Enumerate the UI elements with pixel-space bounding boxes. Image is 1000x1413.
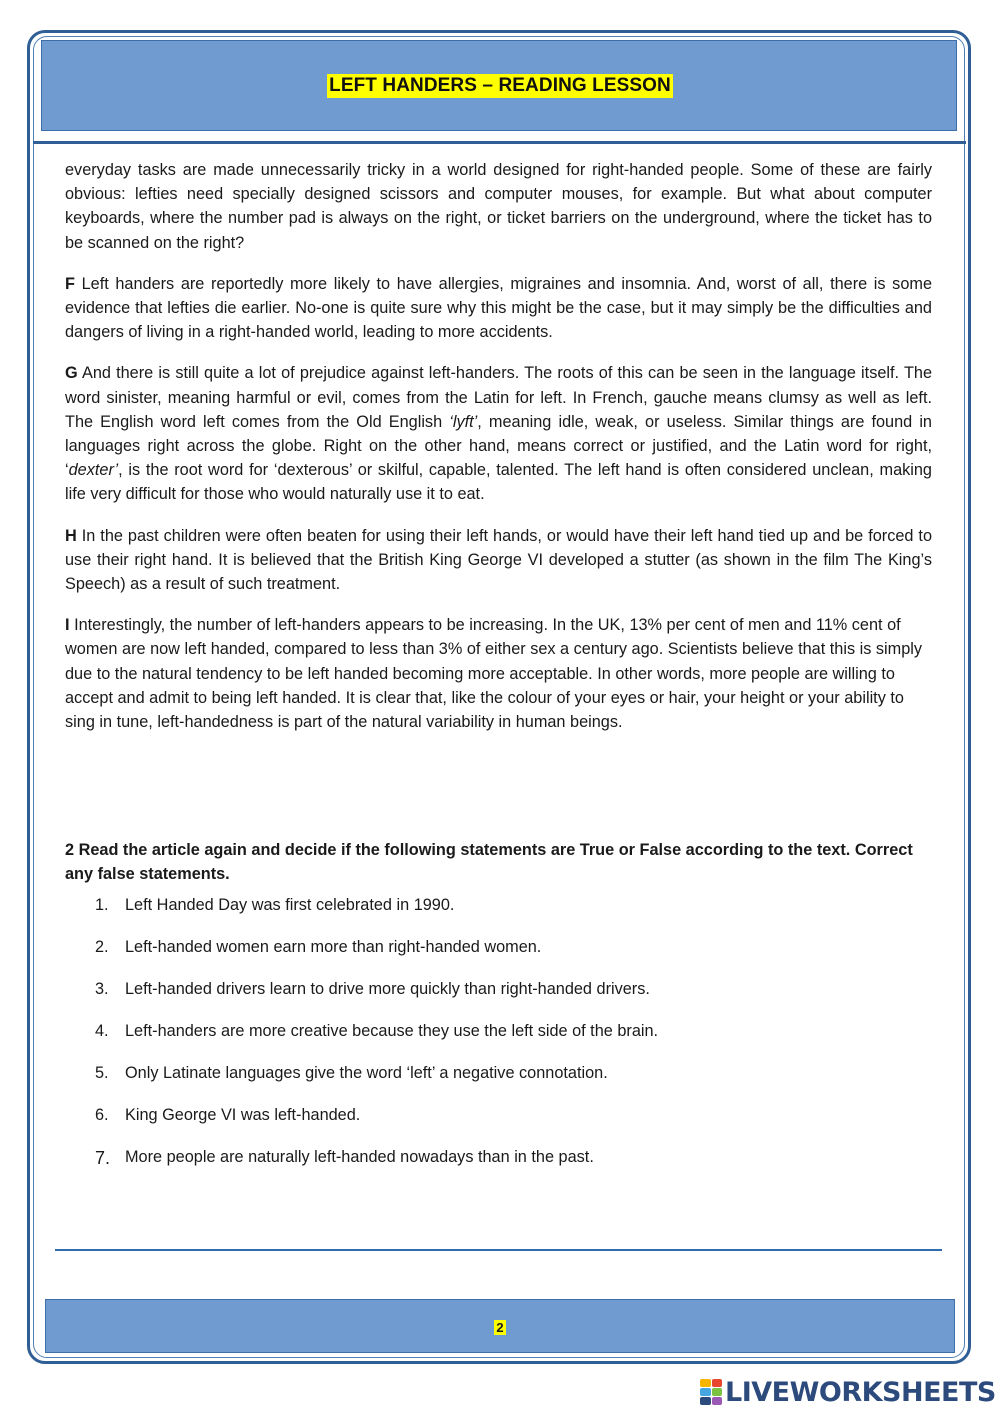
liveworksheets-brand[interactable]: [700, 1377, 996, 1407]
list-item: [95, 1106, 935, 1148]
statement-text: Only Latinate languages give the word ‘left’ a negative connotation.: [125, 1064, 608, 1082]
paragraph-letter: G: [65, 364, 78, 383]
paragraph-i: [65, 613, 932, 734]
header-divider: [33, 141, 966, 144]
statement-number: 3.: [95, 980, 109, 998]
statement-number: 1.: [95, 896, 109, 914]
statement-text: More people are naturally left-handed nowadays than in the past.: [125, 1148, 594, 1166]
italic-word-dexter: dexter’: [68, 461, 119, 480]
statement-text: Left-handed women earn more than right-handed women.: [125, 938, 542, 956]
paragraph-letter: H: [65, 526, 77, 545]
task-instruction: 2 Read the article again and decide if the following statements are True or False according to the text. Correct any false statements.: [65, 841, 913, 883]
paragraph-letter: I: [65, 616, 70, 635]
statement-list: [95, 896, 935, 1190]
list-item: [95, 1022, 935, 1064]
page-title-text: LEFT HANDERS – READING LESSON: [329, 75, 671, 96]
paragraph-text: Left handers are reportedly more likely to have allergies, migraines and insomnia. And, worst of all, there is some evidence that lefties die earlier. No-one is quite sure why this might be the case, but it may simply be the difficulties and dangers of living in a right-handed world, leading to more accidents.: [65, 274, 932, 342]
italic-word-lyft: ‘lyft’: [449, 412, 478, 431]
statement-number: 4.: [95, 1022, 109, 1040]
statement-number: 7.: [95, 1148, 111, 1168]
paragraph-text: And there is still quite a lot of prejudice against left-handers. The roots of this can be seen in the language itself. The word sinister, meaning harmful or evil, comes from the Latin for left. In French, gauche means clumsy as well as left. The English word left comes from the Old English: [65, 364, 932, 431]
list-item: [95, 1064, 935, 1106]
brand-name: LIVEWORKSHEETS: [725, 1376, 996, 1408]
list-item: [95, 938, 935, 980]
statement-text: Left-handers are more creative because they use the left side of the brain.: [125, 1022, 659, 1040]
list-item: [95, 1148, 935, 1190]
statement-text: King George VI was left-handed.: [125, 1106, 361, 1124]
statement-number: 5.: [95, 1064, 109, 1082]
statement-text: Left Handed Day was first celebrated in 1990.: [125, 896, 455, 914]
page-number-text: 2: [496, 1320, 504, 1335]
paragraph-text: In the past children were often beaten for using their left hands, or would have their left hand tied up and be forced to use their right hand. It is believed that the British King George VI developed a stutter (as shown in the film The King’s Speech) as a result of such treatment.: [65, 526, 932, 594]
article-body: [65, 158, 932, 751]
paragraph-text: Interestingly, the number of left-handers appears to be increasing. In the UK, 13% per cent of men and 11% cent of women are now left handed, compared to less than 3% of either sex a century ago. Scientists believe that this is simply due to the natural tendency to be left handed becoming more acceptable. In other words, more people are willing to accept and admit to being left handed. It is clear that, like the colour of your eyes or hair, your height or your ability to sing in tune, left-handedness is part of the natural variability in human beings.: [65, 616, 923, 732]
footer-divider: [55, 1249, 942, 1251]
paragraph-g: [65, 361, 932, 506]
paragraph-intro: everyday tasks are made unnecessarily tricky in a world designed for right-handed people. Some of these are fairly obvious: lefties need specially designed scissors and computer mouses, for example. But what about computer keyboards, where the number pad is always on the right, or ticket barriers on the underground, where the ticket has to be scanned on the right?: [65, 161, 932, 252]
paragraph-text: , meaning idle, weak, or useless. Similar things are found in languages right across the globe. Right on the other hand, means correct or justified, and the Latin word for right, ‘: [65, 412, 932, 480]
statement-number: 2.: [95, 938, 109, 956]
liveworksheets-logo-icon: [700, 1379, 722, 1405]
paragraph-text: , is the root word for ‘dexterous’ or skilful, capable, talented. The left hand is often considered unclean, making life very difficult for those who would naturally use it to eat.: [65, 461, 932, 504]
paragraph-f: [65, 272, 932, 345]
paragraph-letter: F: [65, 274, 75, 293]
paragraph-h: [65, 524, 932, 597]
statement-number: 6.: [95, 1106, 109, 1124]
page-title: [0, 74, 1000, 98]
statement-text: Left-handed drivers learn to drive more quickly than right-handed drivers.: [125, 980, 650, 998]
list-item: [95, 980, 935, 1022]
page-number: [0, 1319, 1000, 1337]
list-item: [95, 896, 935, 938]
